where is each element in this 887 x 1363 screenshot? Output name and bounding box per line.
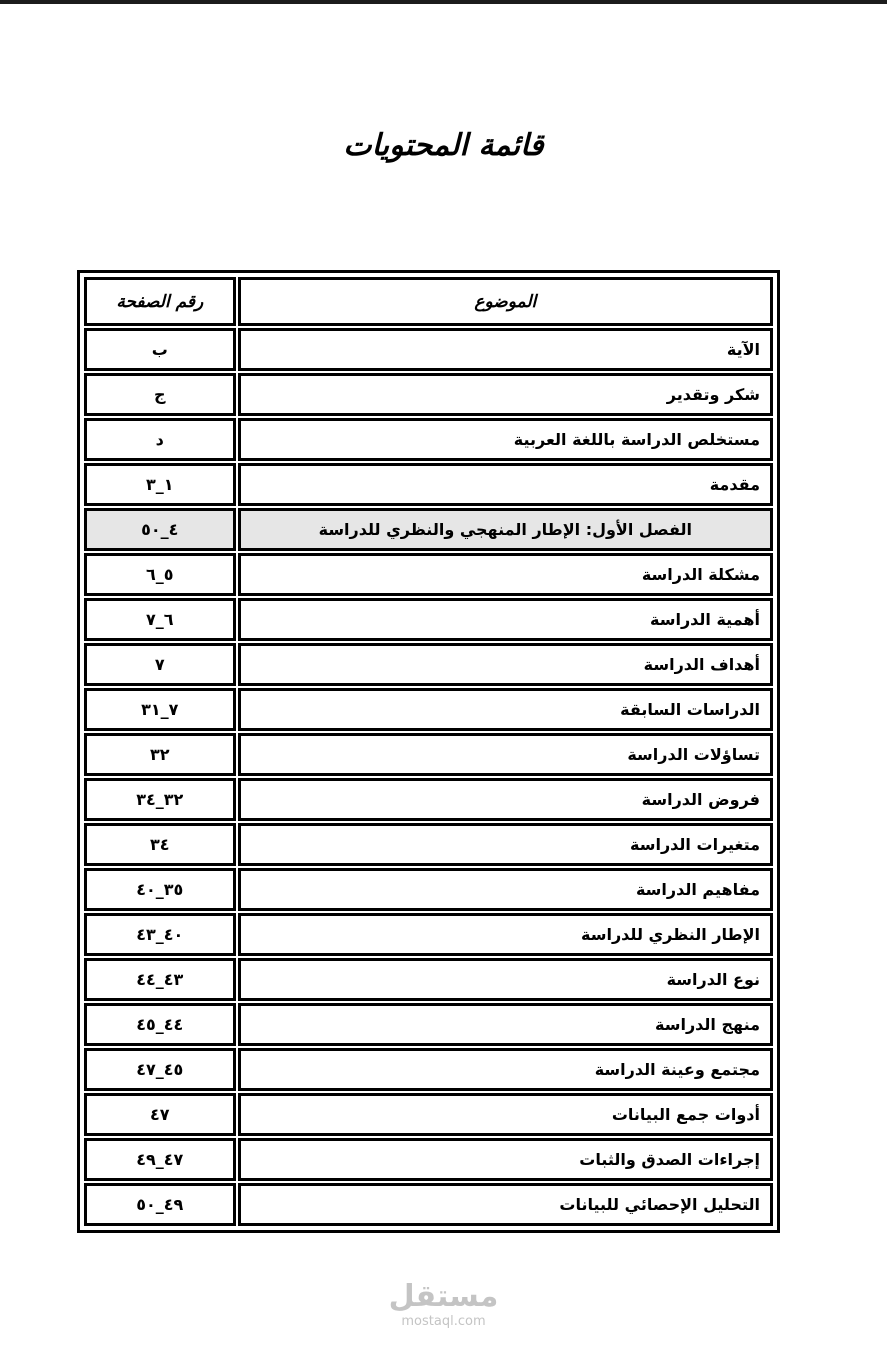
row-page-number: ٤_٥٠ xyxy=(84,508,236,551)
row-topic: مستخلص الدراسة باللغة العربية xyxy=(238,418,773,461)
row-topic: تساؤلات الدراسة xyxy=(238,733,773,776)
row-topic: نوع الدراسة xyxy=(238,958,773,1001)
row-page-number: ٣٤ xyxy=(84,823,236,866)
table-row xyxy=(83,687,774,732)
row-topic: مجتمع وعينة الدراسة xyxy=(238,1048,773,1091)
table-row xyxy=(83,372,774,417)
table-row xyxy=(83,1002,774,1047)
row-page-number: ٤٩_٥٠ xyxy=(84,1183,236,1226)
row-topic: أدوات جمع البيانات xyxy=(238,1093,773,1136)
row-page-number: ٤٠_٤٣ xyxy=(84,913,236,956)
row-page-number: ٦_٧ xyxy=(84,598,236,641)
chapter-row xyxy=(83,507,774,552)
row-page-number: ج xyxy=(84,373,236,416)
row-page-number: ٣٢ xyxy=(84,733,236,776)
row-topic: إجراءات الصدق والثبات xyxy=(238,1138,773,1181)
row-topic: مقدمة xyxy=(238,463,773,506)
watermark-logo: مستقل xyxy=(388,1279,499,1314)
watermark-url: mostaql.com xyxy=(401,1314,486,1329)
row-topic: فروض الدراسة xyxy=(238,778,773,821)
row-page-number: ٤٧ xyxy=(84,1093,236,1136)
table-row xyxy=(83,1047,774,1092)
row-page-number: د xyxy=(84,418,236,461)
header-topic: الموضوع xyxy=(238,277,773,326)
row-page-number: ٤٣_٤٤ xyxy=(84,958,236,1001)
row-page-number: ٥_٦ xyxy=(84,553,236,596)
page-title: قائمة المحتويات xyxy=(343,128,544,163)
row-topic: التحليل الإحصائي للبيانات xyxy=(238,1183,773,1226)
top-border xyxy=(0,0,887,4)
table-row xyxy=(83,462,774,507)
table-row xyxy=(83,597,774,642)
table-row xyxy=(83,1137,774,1182)
row-page-number: ٧ xyxy=(84,643,236,686)
row-topic: منهج الدراسة xyxy=(238,1003,773,1046)
row-topic: الفصل الأول: الإطار المنهجي والنظري للدراسة xyxy=(238,508,773,551)
table-row xyxy=(83,327,774,372)
table-row xyxy=(83,1182,774,1227)
table-row xyxy=(83,732,774,777)
row-page-number: ٤٥_٤٧ xyxy=(84,1048,236,1091)
table-row xyxy=(83,552,774,597)
row-topic: متغيرات الدراسة xyxy=(238,823,773,866)
table-row xyxy=(83,777,774,822)
row-topic: الدراسات السابقة xyxy=(238,688,773,731)
table-row xyxy=(83,1092,774,1137)
row-topic: مفاهيم الدراسة xyxy=(238,868,773,911)
header-page-number: رقم الصفحة xyxy=(84,277,236,326)
row-topic: شكر وتقدير xyxy=(238,373,773,416)
row-topic: الآية xyxy=(238,328,773,371)
contents-table xyxy=(77,270,780,1233)
row-page-number: ٤٧_٤٩ xyxy=(84,1138,236,1181)
row-page-number: ٤٤_٤٥ xyxy=(84,1003,236,1046)
table-row xyxy=(83,642,774,687)
row-page-number: ٣٢_٣٤ xyxy=(84,778,236,821)
watermark xyxy=(0,1280,887,1330)
row-topic: أهمية الدراسة xyxy=(238,598,773,641)
table-row xyxy=(83,867,774,912)
row-topic: أهداف الدراسة xyxy=(238,643,773,686)
table-row xyxy=(83,822,774,867)
row-page-number: ١_٣ xyxy=(84,463,236,506)
row-page-number: ٧_٣١ xyxy=(84,688,236,731)
row-topic: الإطار النظري للدراسة xyxy=(238,913,773,956)
table-row xyxy=(83,957,774,1002)
row-topic: مشكلة الدراسة xyxy=(238,553,773,596)
table-row xyxy=(83,417,774,462)
table-header-row xyxy=(83,276,774,327)
row-page-number: ب xyxy=(84,328,236,371)
row-page-number: ٣٥_٤٠ xyxy=(84,868,236,911)
table-row xyxy=(83,912,774,957)
